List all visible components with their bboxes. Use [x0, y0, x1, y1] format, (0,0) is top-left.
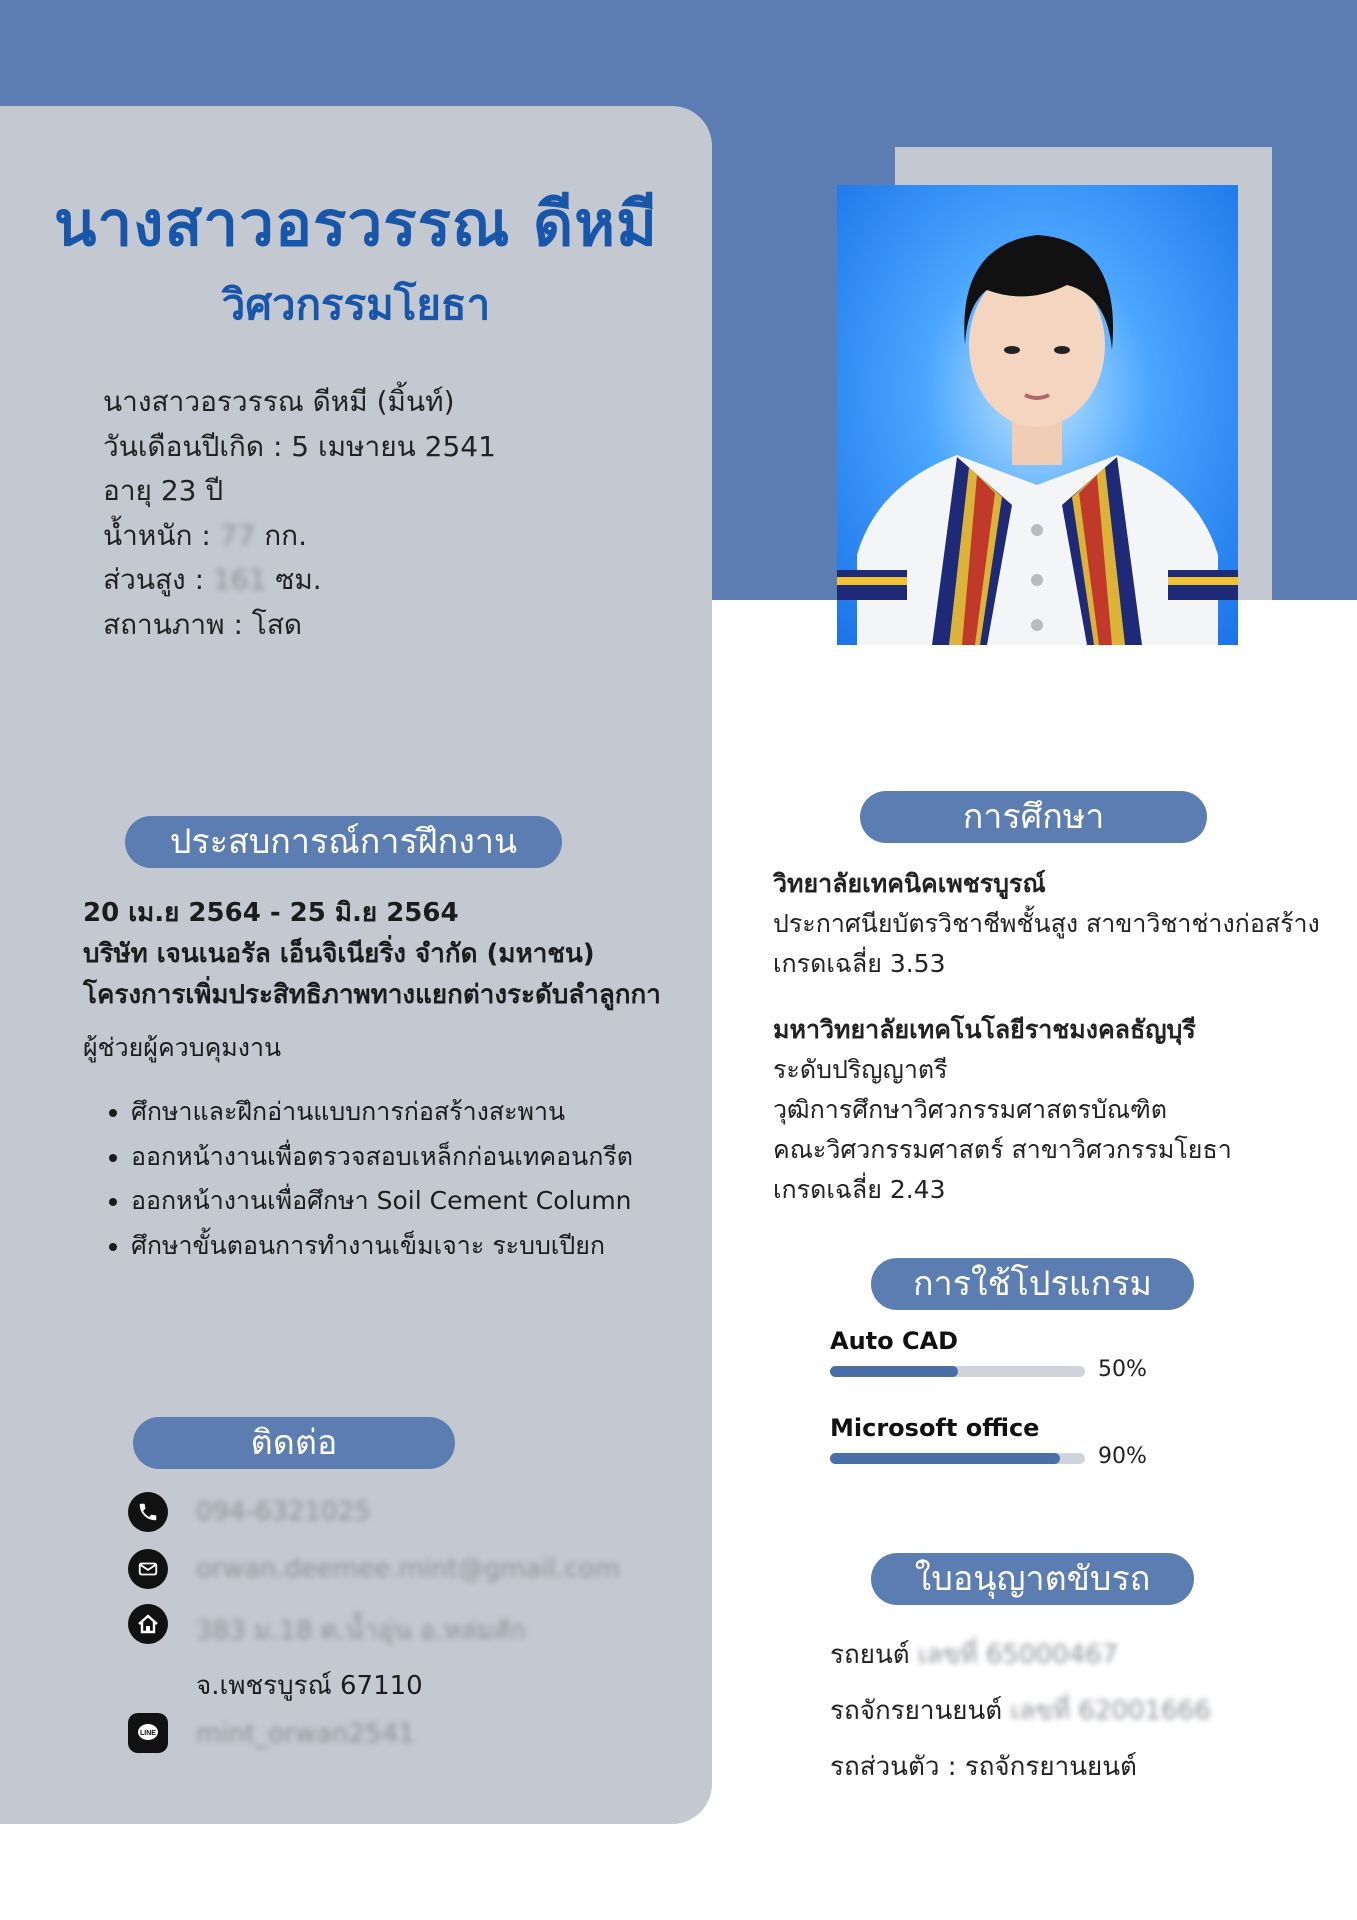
education-section [773, 864, 1320, 1210]
license-moto-value: เลขที่ 62001666 [1010, 1696, 1211, 1726]
home-icon [128, 1604, 168, 1644]
full-name: นางสาวอรวรรณ ดีหมี (มิ้นท์) [103, 385, 455, 418]
weight-label: น้ำหนัก : [103, 518, 211, 552]
list-item: • ออกหน้างานเพื่อตรวจสอบเหล็กก่อนเทคอนกรีต [131, 1135, 683, 1180]
height [103, 558, 496, 603]
experience-section [83, 893, 683, 1268]
school2-gpa: เกรดเฉลี่ย 2.43 [773, 1175, 946, 1204]
skill-office-bar [830, 1453, 1085, 1464]
experience-period: 20 เม.ย 2564 - 25 มิ.ย 2564 [83, 898, 459, 928]
birth-date [103, 425, 496, 470]
experience-company: บริษัท เจนเนอรัล เอ็นจิเนียริ่ง จำกัด (มหาชน) [83, 939, 595, 969]
phone-icon [128, 1492, 168, 1532]
marital-status: สถานภาพ : โสด [103, 607, 303, 641]
height-label: ส่วนสูง : [103, 563, 205, 596]
school1-name: วิทยาลัยเทคนิคเพชรบูรณ์ [773, 869, 1046, 898]
page-title: นางสาวอรวรรณ ดีหมี [53, 187, 658, 260]
address-row [128, 1604, 168, 1644]
skill-office-fill [830, 1453, 1060, 1464]
education-heading: การศึกษา [860, 791, 1207, 843]
skill-office-percent: 90% [1098, 1444, 1147, 1469]
height-unit: ซม. [275, 563, 322, 596]
phone-value: 094-6321025 [196, 1497, 371, 1527]
skill-autocad-label: Auto CAD [830, 1327, 959, 1355]
mail-icon [128, 1549, 168, 1589]
license-car-value: เลขที่ 65000467 [917, 1640, 1119, 1670]
license-heading: ใบอนุญาตขับรถ [871, 1553, 1194, 1605]
experience-project: โครงการเพิ่มประสิทธิภาพทางแยกต่างระดับลำลูกกา [83, 980, 661, 1010]
line-row [128, 1713, 168, 1753]
email-value: orwan.deemee.mint@gmail.com [196, 1554, 620, 1584]
task-list [83, 1090, 683, 1268]
profile-photo [837, 185, 1238, 645]
school1-gpa: เกรดเฉลี่ย 3.53 [773, 949, 946, 978]
school1-detail: ประกาศนียบัตรวิชาชีพชั้นสูง สาขาวิชาช่างก่อสร้าง [773, 909, 1320, 938]
age: อายุ 23 ปี [103, 474, 224, 507]
height-value: 161 [212, 563, 267, 596]
weight-value: 77 [219, 518, 256, 552]
birth-value: 5 เมษายน 2541 [291, 429, 496, 463]
school2-faculty: คณะวิศวกรรมศาสตร์ สาขาวิศวกรรมโยธา [773, 1135, 1232, 1164]
skill-autocad-bar [830, 1366, 1085, 1377]
email-row [128, 1549, 168, 1589]
list-item: • ศึกษาขั้นตอนการทำงานเข็มเจาะ ระบบเปียก [131, 1224, 683, 1269]
skill-autocad-fill [830, 1366, 958, 1377]
own-vehicle: รถส่วนตัว : รถจักรยานยนต์ [830, 1752, 1137, 1782]
school2-name: มหาวิทยาลัยเทคโนโลยีราชมงคลธัญบุรี [773, 1015, 1196, 1044]
birth-label: วันเดือนปีเกิด : [103, 429, 283, 463]
skills-heading: การใช้โปรแกรม [871, 1258, 1194, 1310]
school2-level: ระดับปริญญาตรี [773, 1055, 948, 1084]
weight-unit: กก. [264, 518, 308, 552]
address-line1: 383 ม.18 ต.น้ำอุ่น อ.หล่มสัก [196, 1616, 526, 1646]
line-icon [128, 1713, 168, 1753]
skill-office-label: Microsoft office [830, 1414, 1040, 1442]
contact-heading: ติดต่อ [133, 1417, 455, 1469]
license-moto-label: รถจักรยานยนต์ [830, 1696, 1003, 1726]
weight [103, 514, 496, 559]
svg-text:LINE: LINE [140, 1730, 156, 1737]
personal-info [103, 380, 496, 647]
line-id: mint_orwan2541 [196, 1719, 415, 1749]
portrait-illustration [837, 185, 1238, 645]
school2-degree: วุฒิการศึกษาวิศวกรรมศาสตรบัณฑิต [773, 1095, 1168, 1124]
list-item: • ออกหน้างานเพื่อศึกษา Soil Cement Column [131, 1179, 683, 1224]
list-item: • ศึกษาและฝึกอ่านแบบการก่อสร้างสะพาน [131, 1090, 683, 1135]
license-car-label: รถยนต์ [830, 1640, 910, 1670]
skill-autocad-percent: 50% [1098, 1357, 1147, 1382]
license-car [830, 1634, 1118, 1675]
license-moto [830, 1690, 1211, 1731]
phone-row [128, 1492, 168, 1532]
experience-position: ผู้ช่วยผู้ควบคุมงาน [83, 1033, 282, 1062]
address-line2: จ.เพชรบูรณ์ 67110 [196, 1671, 423, 1701]
job-title: วิศวกรรมโยธา [221, 280, 491, 329]
experience-heading: ประสบการณ์การฝึกงาน [125, 816, 562, 868]
